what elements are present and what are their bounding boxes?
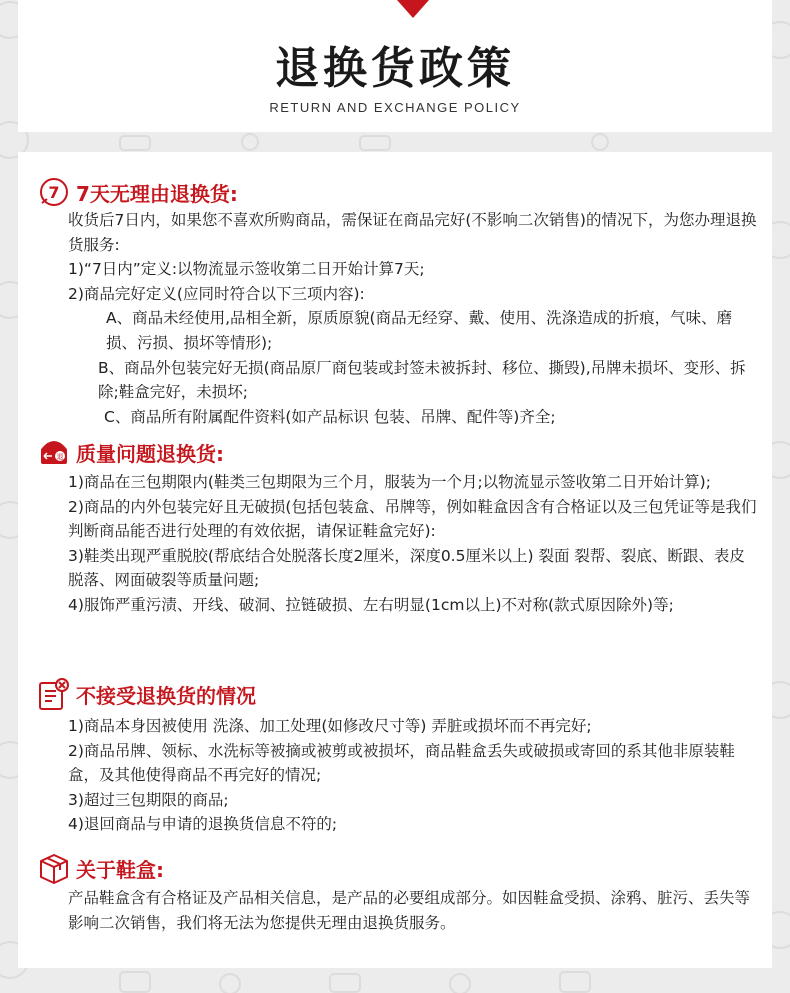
section-body — [68, 886, 760, 935]
box-icon — [36, 850, 72, 886]
policy-card — [18, 152, 772, 968]
section-body — [68, 208, 760, 429]
header-notch-decoration — [397, 0, 429, 22]
seven-circle-icon — [36, 174, 72, 210]
svg-text:7: 7 — [48, 183, 60, 202]
section-title: 关于鞋盒: — [36, 850, 164, 886]
section-title: 退 质量问题退换货: — [36, 434, 224, 470]
page-header — [18, 0, 772, 132]
paragraph: 1)“7日内”定义:以物流显示签收第二日开始计算7天; — [68, 260, 425, 279]
paragraph: 2)商品的内外包装完好且无破损(包括包装盒、吊牌等，例如鞋盒因含有合格证以及三包凭证等是我们判断商品能否进行处理的有效依据，请保证鞋盒完好): — [68, 497, 757, 541]
paragraph: 4)服饰严重污渍、开线、破洞、拉链破损、左右明显(1cm以上)不对称(款式原因除外)等; — [68, 595, 674, 614]
paragraph: A、商品未经使用,品相全新，原质原貌(商品无经穿、戴、使用、洗涤造成的折痕，气味、磨损、污损、损坏等情形); — [106, 309, 733, 352]
paragraph: 1)商品本身因被使用 洗涤、加工处理(如修改尺寸等) 弄脏或损坏而不再完好; — [68, 717, 592, 735]
section-body — [68, 470, 760, 618]
paragraph: 3)超过三包期限的商品; — [68, 790, 229, 809]
paragraph: 4)退回商品与申请的退换货信息不符的; — [68, 815, 338, 834]
page-title: 退换货政策 — [275, 43, 515, 94]
paragraph: 2)商品吊牌、领标、水洗标等被摘或被剪或被损坏，商品鞋盒丢失或破损或寄回的系其他非原装鞋盒，及其他使得商品不再完好的情况; — [68, 741, 735, 785]
svg-text:退: 退 — [56, 453, 64, 461]
paragraph: 3)鞋类出现严重脱胶(帮底结合处脱落长度2厘米，深度0.5厘米以上) 裂面 裂帮、裂底、断跟、表皮脱落、网面破裂等质量问题; — [68, 546, 745, 590]
paragraph: C、商品所有附属配件资料(如产品标识 包装、吊牌、配件等)齐全; — [104, 407, 556, 426]
page-subtitle: RETURN AND EXCHANGE POLICY — [269, 100, 521, 115]
document-reject-icon — [36, 676, 72, 712]
paragraph: 产品鞋盒含有合格证及产品相关信息，是产品的必要组成部分。如因鞋盒受损、涂鸦、脏污、丢失等影响二次销售，我们将无法为您提供无理由退换货服务。 — [68, 889, 751, 932]
section-body — [68, 714, 760, 837]
return-truck-icon — [36, 434, 72, 470]
paragraph: B、商品外包装完好无损(商品原厂商包装或封签未被拆封、移位、撕毁),吊牌未损坏、变形、拆除;鞋盒完好，未损坏; — [98, 358, 746, 402]
paragraph: 1)商品在三包期限内(鞋类三包期限为三个月，服装为一个月;以物流显示签收第二日开始计算); — [68, 473, 711, 491]
section-title: 不接受退换货的情况 — [36, 676, 256, 712]
paragraph: 收货后7日内，如果您不喜欢所购商品，需保证在商品完好(不影响二次销售)的情况下，为您办理退换货服务: — [68, 211, 757, 254]
section-title: 7 7天无理由退换货: — [36, 174, 238, 210]
paragraph: 2)商品完好定义(应同时符合以下三项内容): — [68, 284, 365, 303]
